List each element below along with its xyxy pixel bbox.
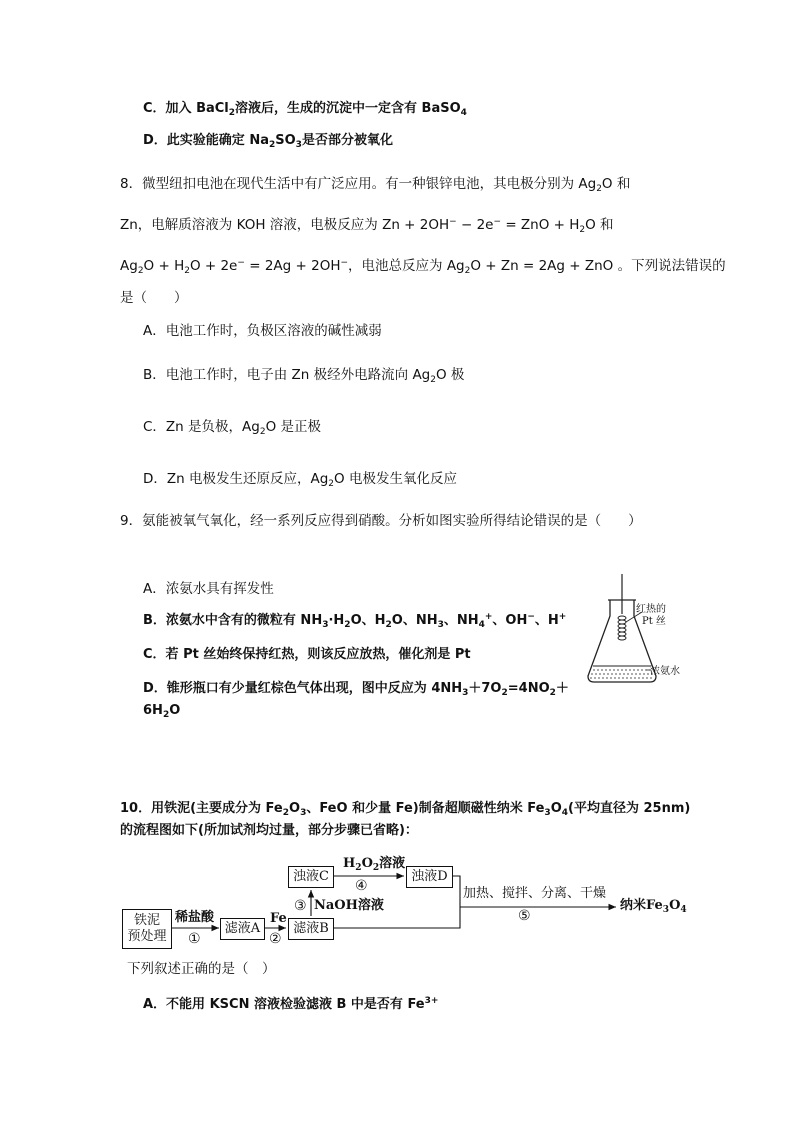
q8-option-d: D．Zn 电极发生还原反应，$Ag_2O$ 电极发生氧化反应: [143, 471, 457, 489]
reagent-naoh: NaOH溶液: [314, 898, 384, 913]
reagent-h2o2: $H_2O_2$溶液: [343, 856, 406, 873]
q10-stem-line-1: 10．用铁泥(主要成分为 $Fe_2O_3$、FeO 和少量 Fe)制备超顺磁性纳米 $Fe_3O_4$(平均直径为 25nm): [120, 801, 691, 818]
reagent-dilute-hcl: 稀盐酸: [175, 910, 215, 925]
step-1-marker: ①: [188, 931, 201, 947]
step-2-marker: ②: [269, 931, 282, 947]
q7-option-c: C．加入 BaCl$_2$溶液后，生成的沉淀中一定含有 BaSO$_4$: [143, 101, 467, 118]
step-5-marker: ⑤: [518, 908, 531, 924]
q8-option-a: A．电池工作时，负极区溶液的碱性减弱: [143, 323, 382, 339]
box-iron-mud-pretreat: 铁泥 预处理: [122, 909, 172, 949]
figure-label-pt: Pt 丝: [642, 616, 666, 627]
q9-option-c: C．若 Pt 丝始终保持红热，则该反应放热，催化剂是 Pt: [143, 647, 471, 662]
bracket-d: [452, 876, 460, 907]
product-nano-fe3o4: 纳米$Fe_3O_4$: [620, 898, 687, 915]
box-suspension-d: 浊液D: [406, 866, 453, 888]
q10-stem-line-2: 的流程图如下(所加试剂均过量，部分步骤已省略)：: [120, 823, 418, 838]
reagent-heat-stir: 加热、搅拌、分离、干燥: [463, 886, 607, 901]
q7-option-d: D．此实验能确定 $Na_2SO_3$是否部分被氧化: [143, 133, 393, 150]
box-suspension-c: 浊液C: [288, 866, 334, 888]
q9-stem: 9．氨能被氧气氧化，经一系列反应得到硝酸。分析如图实验所得结论错误的是（ ）: [120, 513, 642, 529]
q9-option-d-line-2: $6H_2O$: [143, 703, 181, 720]
q9-option-b: B．浓氨水中含有的微粒有 $NH_3\cdot H_2O$、$H_2O$、$NH_3$、$NH_4^+$、OH−、H+: [143, 612, 567, 630]
q9-option-d-line-1: D．锥形瓶口有少量红棕色气体出现，图中反应为 $4NH_3+7O_2=4NO_2+$: [143, 681, 569, 698]
q10-ask: 下列叙述正确的是（ ）: [127, 961, 276, 977]
q8-stem-line-3: $Ag_2O + H_2O + 2e^- = 2Ag + 2OH^-$，电池总反应为 $Ag_2O + Zn = 2Ag$ + ZnO 。下列说法错误的: [120, 258, 726, 276]
q8-stem-line-4: 是（ ）: [120, 290, 188, 306]
step-4-marker: ④: [355, 878, 368, 894]
q8-stem-line-2: Zn，电解质溶液为 KOH 溶液，电极反应为 Zn + 2OH− − 2e− = ZnO + $H_2O$ 和: [120, 217, 614, 235]
q9-option-a: A．浓氨水具有挥发性: [143, 581, 274, 597]
figure-label-ammonia: 浓氨水: [650, 666, 680, 677]
q10-option-a: A．不能用 KSCN 溶液检验滤液 B 中是否有 $Fe^{3+}$: [143, 996, 439, 1012]
reagent-fe: Fe: [270, 911, 287, 926]
figure-label-hot: 红热的: [636, 604, 666, 615]
q8-stem-line-1: 8．微型纽扣电池在现代生活中有广泛应用。有一种银锌电池，其电极分别为 $Ag_2O$ 和: [120, 176, 631, 194]
q8-option-c: C．Zn 是负极，$Ag_2O$ 是正极: [143, 419, 321, 437]
box-filtrate-b: 滤液B: [288, 918, 334, 940]
box-filtrate-a: 滤液A: [220, 918, 265, 940]
q8-option-b: B．电池工作时，电子由 Zn 极经外电路流向 $Ag_2O$ 极: [143, 367, 465, 385]
step-3-marker: ③: [294, 898, 307, 914]
